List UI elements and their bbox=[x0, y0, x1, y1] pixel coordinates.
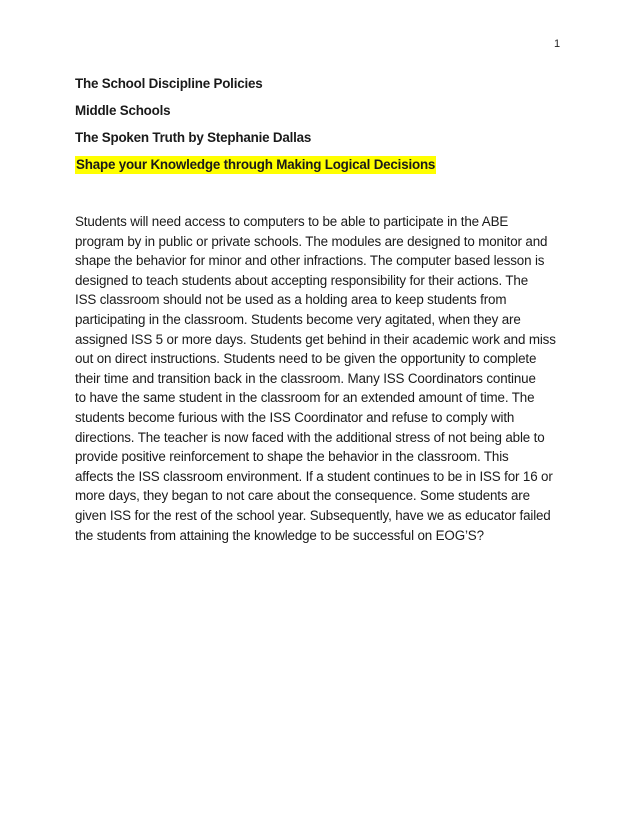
body-line: program by in public or private schools. The modules are designed to monitor and bbox=[75, 233, 548, 249]
document-subtitle: Middle Schools bbox=[75, 103, 171, 118]
body-line: students become furious with the ISS Coordinator and refuse to comply with bbox=[75, 409, 515, 425]
body-line: given ISS for the rest of the school year. Subsequently, have we as educator failed bbox=[75, 507, 551, 523]
highlighted-tagline bbox=[75, 157, 436, 172]
body-line: Students will need access to computers to be able to participate in the ABE bbox=[75, 214, 509, 229]
body-line: directions. The teacher is now faced with the additional stress of not being able to bbox=[75, 429, 545, 445]
body-line: to have the same student in the classroom for an extended amount of time. The bbox=[75, 390, 535, 406]
body-line: out on direct instructions. Students need to be given the opportunity to complete bbox=[75, 351, 537, 367]
document-title: The School Discipline Policies bbox=[75, 76, 263, 91]
body-line: more days, they began to not care about the consequence. Some students are bbox=[75, 488, 530, 504]
body-line: ISS classroom should not be used as a holding area to keep students from bbox=[75, 292, 507, 308]
body-line: assigned ISS 5 or more days. Students get behind in their academic work and miss bbox=[75, 331, 556, 347]
body-line: provide positive reinforcement to shape the behavior in the classroom. This bbox=[75, 449, 509, 465]
body-line: the students from attaining the knowledge to be successful on EOG’S? bbox=[75, 527, 484, 543]
body-line: designed to teach students about accepting responsibility for their actions. The bbox=[75, 272, 528, 288]
tagline-highlight: Shape your Knowledge through Making Logical Decisions bbox=[76, 157, 436, 172]
body-paragraph bbox=[75, 212, 575, 545]
document-byline: The Spoken Truth by Stephanie Dallas bbox=[75, 130, 312, 145]
body-line: their time and transition back in the classroom. Many ISS Coordinators continue bbox=[75, 370, 536, 386]
body-line: participating in the classroom. Students become very agitated, when they are bbox=[75, 311, 521, 327]
body-line: affects the ISS classroom environment. If a student continues to be in ISS for 16 or bbox=[75, 468, 553, 484]
body-line: shape the behavior for minor and other infractions. The computer based lesson is bbox=[75, 253, 545, 269]
page-number: 1 bbox=[554, 38, 561, 50]
